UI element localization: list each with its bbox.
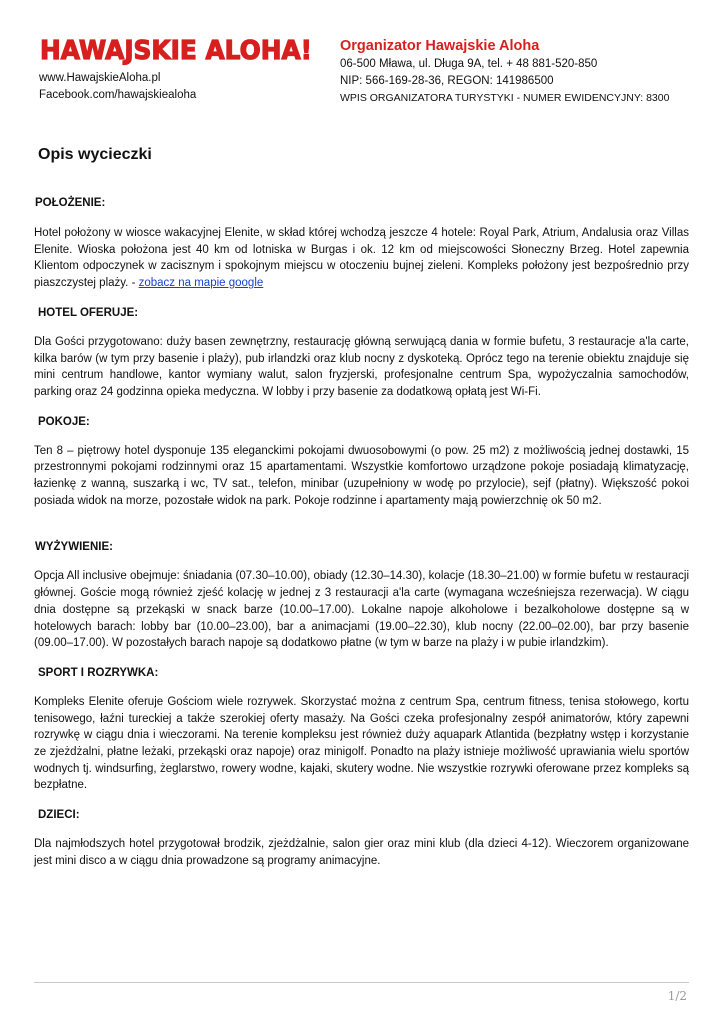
logo-text: HAWAJSKIE ALOHA!	[40, 36, 312, 66]
location-text: Hotel położony w wiosce wakacyjnej Elenite, w skład której wchodzą jeszcze 4 hotele: Royal Park, Atrium, Andalusia oraz Villas Elenite. Wioska położona jest 40 km od lotniska w Burgas i ok. 12 km od miejscowości Słoneczny Brzeg. Hotel zapewnia Klientom odpoczynek w zacisznym i spokojnym miejscu w otoczeniu bujnej zieleni. Kompleks położony jest bezpośrednio przy piaszczystej plaży. -	[34, 227, 689, 290]
section-heading-food: WYŻYWIENIE:	[35, 541, 113, 554]
document-body	[34, 195, 689, 870]
footer-divider	[34, 982, 689, 983]
organizer-address: 06-500 Mława, ul. Długa 9A, tel. + 48 881-520-850	[340, 58, 598, 70]
organizer-registry: WPIS ORGANIZATORA TURYSTYKI - NUMER EWIDENCYJNY: 8300	[340, 91, 670, 104]
section-text-offer: Dla Gości przygotowano: duży basen zewnętrzny, restaurację główną serwującą dania w formie bufetu, 3 restauracje a'la carte, kilka barów (w tym przy basenie i plaży), pub irlandzki oraz klub nocny z dyskoteką. Oprócz tego na terenie obiektu znajduje się mini centrum handlowe, kantor wymiany walut, salon fryzjerski, profesjonalne centrum Spa, wypożyczalnia samochodów, parking oraz 24 godzinna opieka medyczna. W lobby i przy basenie za dodatkową opłatą jest Wi-Fi.	[34, 335, 689, 398]
contact-links	[39, 70, 196, 103]
logo-wordmark	[38, 25, 318, 69]
page-number: 1/2	[667, 989, 687, 1003]
section-heading-location: POŁOŻENIE:	[35, 197, 106, 209]
organizer-ids: NIP: 566-169-28-36, REGON: 141986500	[340, 74, 554, 87]
section-text-rooms: Ten 8 – piętrowy hotel dysponuje 135 eleganckimi pokojami dwuosobowymi (o pow. 25 m2) z możliwością jednej dostawki, 15 przestronnymi pokojami rodzinnymi oraz 15 apartamentami. Wszystkie komfortowo urządzone pokoje posiadają klimatyzację, łazienkę z wanną, suszarką i wc, TV sat., telefon, minibar (uzupełniony w wodę po przylocie), sejf (płatny). Większość pokoi posiada widok na morze, pozostałe widok na park. Pokoje rodzinne i apartamenty mają powierzchnię ok 50 m2.	[34, 444, 689, 507]
section-heading-kids: DZIECI:	[38, 809, 80, 822]
organizer-title: Organizator Hawajskie Aloha	[340, 38, 540, 54]
website-link[interactable]: www.HawajskieAloha.pl	[39, 72, 161, 84]
section-text-food: Opcja All inclusive obejmuje: śniadania (07.30–10.00), obiady (12.30–14.30), kolacje (18.30–21.00) w formie bufetu w restauracji głównej. Goście mogą również zjeść kolację w jednej z 3 restauracji a'la carte (wymagana wcześniejsza rezerwacja). W ciągu dnia dostępne są przekąski w snack barze (10.00–17.00). Lokalne napoje alkoholowe i bezalkoholowe dostępne są w hotelowych barach: lobby bar (10.00–23.00), bar a animacjami (19.00–22.30), klub nocny (22.00–02.00), bar przy basenie (09.00–17.00). W pozostałych barach napoje są dodatkowo płatne (w tym w barze na plaży i w pubie irlandzkim).	[34, 570, 689, 650]
page-title: Opis wycieczki	[38, 146, 152, 163]
section-text-sport: Kompleks Elenite oferuje Gościom wiele rozrywek. Skorzystać można z centrum Spa, centrum fitness, tenisa stołowego, kortu tenisowego, łaźni tureckiej a także szerokiej oferty masaży. Na Gości czeka profesjonalny zespół animatorów, który zapewni rozrywkę w ciągu dnia i wieczorami. Na terenie kompleksu jest również duży aquapark Atlantida (bezpłatny wstęp i korzystanie ze zjeżdżalni, płatne leżaki, przekąski oraz napoje) oraz minigolf. Ponadto na plaży istnieje możliwość uprawiania wielu sportów wodnych tj. windsurfing, żeglarstwo, rowery wodne, kajaki, skutery wodne. Nie wszystkie rozrywki oferowane przez kompleks są bezpłatne.	[34, 695, 689, 792]
section-text-location	[34, 225, 689, 292]
logo	[38, 25, 318, 69]
organizer-info	[340, 37, 710, 106]
section-heading-offer: HOTEL OFERUJE:	[38, 306, 139, 319]
section-heading-sport: SPORT I ROZRYWKA:	[38, 666, 159, 679]
google-map-link[interactable]: zobacz na mapie google	[138, 277, 264, 290]
section-heading-rooms: POKOJE:	[38, 415, 90, 428]
section-text-kids: Dla najmłodszych hotel przygotował brodzik, zjeżdżalnie, salon gier oraz mini klub (dla dzieci 4-12). Wieczorem organizowane jest mini disco a w ciągu dnia prowadzone są programy animacyjne.	[34, 838, 689, 867]
facebook-link[interactable]: Facebook.com/hawajskiealoha	[39, 88, 197, 101]
